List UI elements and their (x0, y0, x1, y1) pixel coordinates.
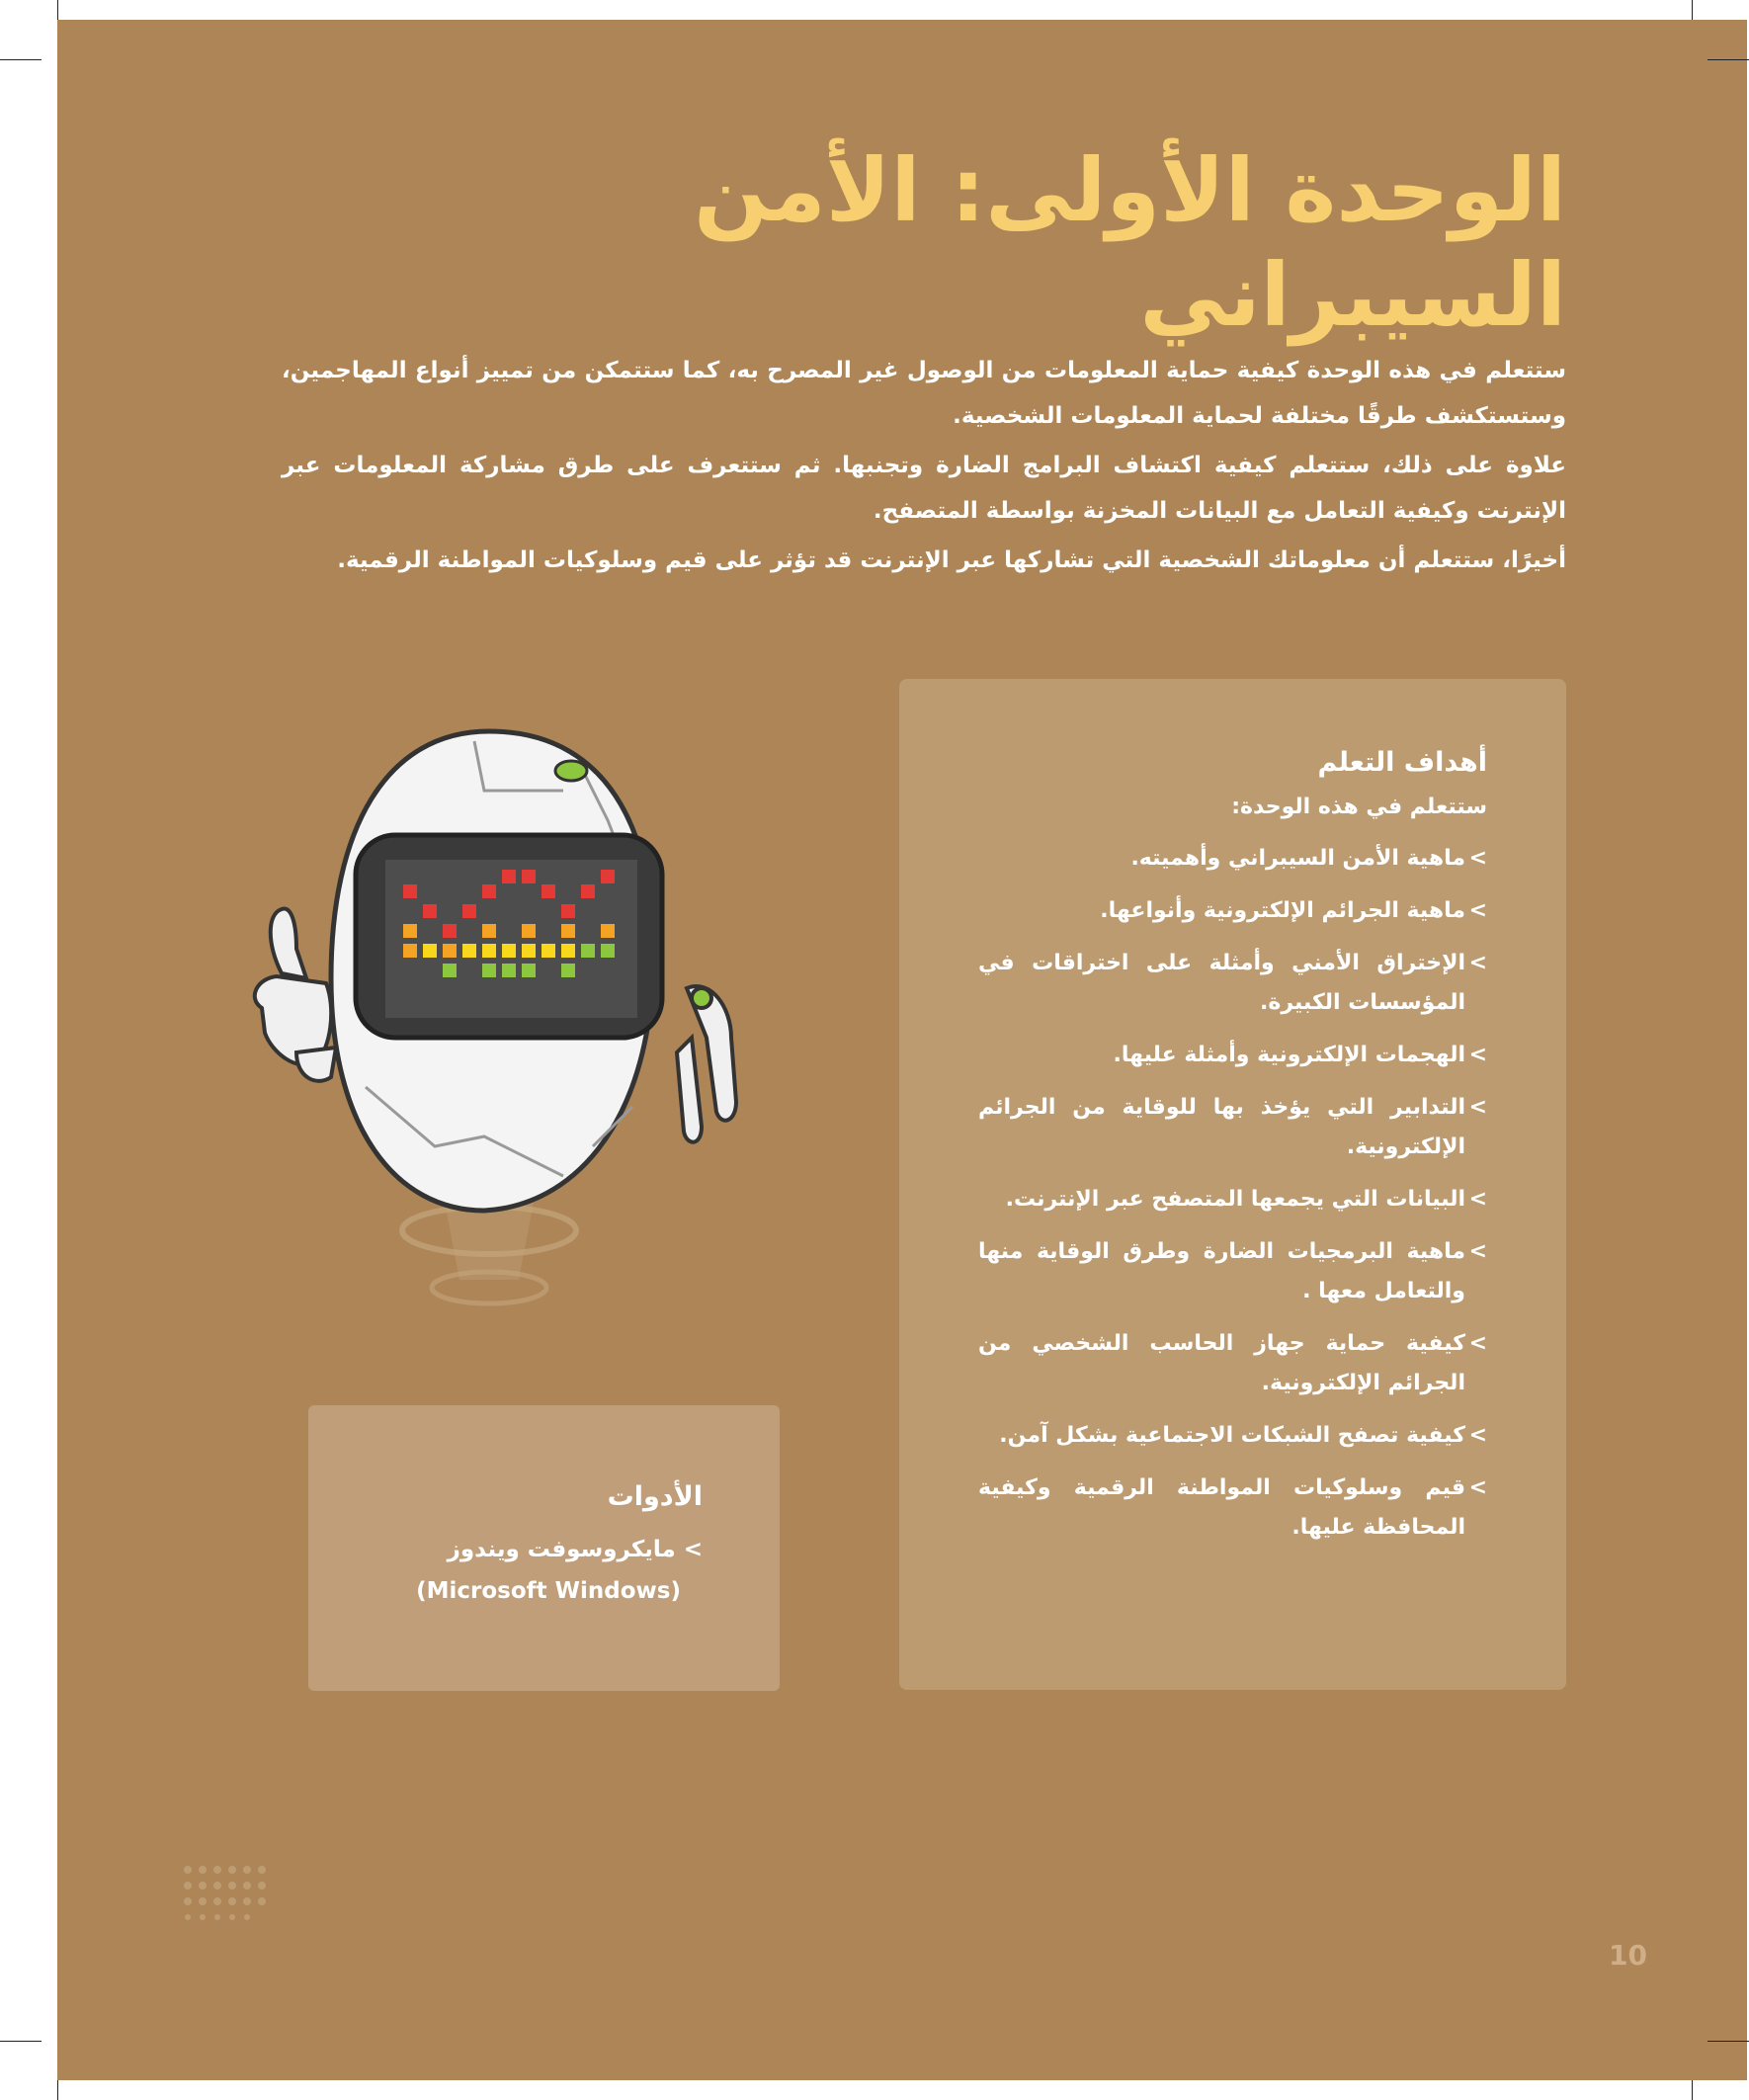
list-item (978, 1036, 1487, 1075)
crop-mark (57, 0, 58, 20)
goal-text: البيانات التي يجمعها المتصفح عبر الإنترنت. (1005, 1187, 1465, 1212)
chevron-icon: > (1468, 846, 1487, 871)
chevron-icon: > (1468, 1475, 1487, 1500)
chevron-icon: > (1468, 1331, 1487, 1356)
goal-text: كيفية حماية جهاز الحاسب الشخصي من الجرائم الإلكترونية. (978, 1331, 1465, 1395)
tools-title: الأدوات (607, 1481, 703, 1512)
crop-mark (0, 59, 42, 60)
list-item (978, 1469, 1487, 1548)
crop-mark (1707, 2041, 1749, 2042)
ministry-logo (94, 1858, 282, 2006)
intro-paragraph: علاوة على ذلك، ستتعلم كيفية اكتشاف البرامج الضارة وتجنبها. ثم ستتعرف على طرق مشاركة المعلومات عبر الإنترنت وكيفية التعامل مع البيانات المخزنة بواسطة المتصفح. (282, 453, 1566, 524)
list-item (978, 839, 1487, 879)
chevron-icon: > (1468, 1239, 1487, 1264)
chevron-icon: > (1468, 1423, 1487, 1448)
crop-mark (57, 2080, 58, 2100)
list-item (978, 1180, 1487, 1219)
learning-goals-box (899, 679, 1566, 1690)
chevron-icon: > (1468, 951, 1487, 975)
list-item (978, 1088, 1487, 1167)
goal-text: ماهية الأمن السيبراني وأهميته. (1130, 846, 1465, 871)
list-item (978, 891, 1487, 931)
tool-item-arabic: > مايكروسوفت ويندوز (447, 1537, 703, 1562)
chevron-icon: > (1468, 1043, 1487, 1067)
goals-intro: ستتعلم في هذه الوحدة: (1231, 795, 1487, 819)
chevron-icon: > (1468, 1095, 1487, 1120)
page-title: الوحدة الأولى: الأمن السيبراني (694, 139, 1566, 346)
list-item (978, 1232, 1487, 1311)
intro-paragraph: أخيرًا، ستتعلم أن معلوماتك الشخصية التي تشاركها عبر الإنترنت قد تؤثر على قيم وسلوكيات المواطنة الرقمية. (337, 547, 1566, 573)
page-number: 10 (1609, 1939, 1647, 1972)
goals-list (978, 839, 1487, 1548)
intro-text (282, 348, 1566, 587)
goal-text: ماهية البرمجيات الضارة وطرق الوقاية منها والتعامل معها . (978, 1239, 1465, 1303)
crop-mark (0, 2041, 42, 2042)
tools-box (308, 1405, 780, 1691)
goal-text: قيم وسلوكيات المواطنة الرقمية وكيفية المحافظة عليها. (978, 1475, 1465, 1540)
goal-text: ماهية الجرائم الإلكترونية وأنواعها. (1100, 898, 1465, 923)
list-item (978, 1416, 1487, 1456)
chevron-icon: > (1468, 898, 1487, 923)
chevron-icon: > (1468, 1187, 1487, 1212)
crop-mark (1707, 59, 1749, 60)
goal-text: الإختراق الأمني وأمثلة على اختراقات في المؤسسات الكبيرة. (978, 951, 1465, 1015)
goals-title: أهداف التعلم (1317, 747, 1487, 778)
intro-paragraph: ستتعلم في هذه الوحدة كيفية حماية المعلومات من الوصول غير المصرح به، كما ستتمكن من تمييز أنواع المهاجمين، وستستكشف طرقًا مختلفة لحماية المعلومات الشخصية. (282, 358, 1566, 429)
tool-item-english: (Microsoft Windows) (416, 1578, 681, 1604)
goal-text: كيفية تصفح الشبكات الاجتماعية بشكل آمن. (999, 1423, 1465, 1448)
crop-mark (1692, 2080, 1693, 2100)
list-item (978, 1324, 1487, 1403)
goal-text: التدابير التي يؤخذ بها للوقاية من الجرائم الإلكترونية. (978, 1095, 1465, 1159)
crop-mark (1692, 0, 1693, 20)
goal-text: الهجمات الإلكترونية وأمثلة عليها. (1113, 1043, 1465, 1067)
list-item (978, 944, 1487, 1023)
robot-illustration (237, 712, 791, 1324)
